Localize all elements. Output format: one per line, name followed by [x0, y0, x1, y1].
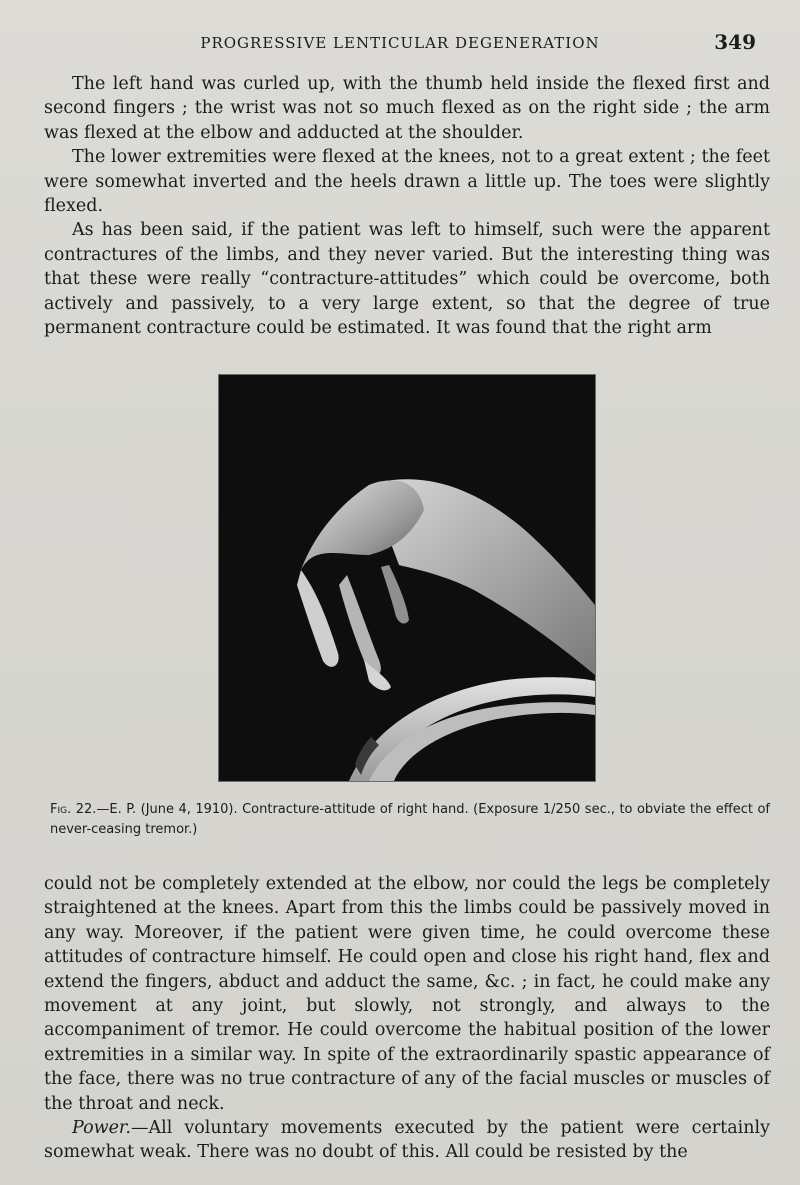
figure-label: Fig. 22.	[50, 802, 97, 817]
power-paragraph	[44, 1116, 770, 1165]
body-text-top	[44, 72, 770, 340]
hand-photograph-illustration	[219, 375, 595, 781]
paragraph: The lower extremities were flexed at the knees, not to a great extent ; the feet were somewhat inverted and the heels drawn a little up. The toes were slightly flexed.	[44, 147, 770, 217]
figure-photograph	[218, 374, 596, 782]
paragraph: As has been said, if the patient was left to himself, such were the apparent contractures of the limbs, and they never varied. But the interesting thing was that these were really “contracture-attitudes” which could be overcome, both actively and passively, to a very large extent, so that the degree of true permanent contracture could be estimated. It was found that the right arm	[44, 220, 770, 339]
running-title: PROGRESSIVE LENTICULAR DEGENERATION	[200, 34, 600, 52]
power-heading: Power.	[72, 1118, 131, 1139]
body-text-bottom	[44, 872, 770, 1165]
paragraph: The left hand was curled up, with the thumb held inside the flexed first and second fingers ; the wrist was not so much flexed as on the right side ; the arm was flexed at the elbow and adducted at the shoulder.	[44, 74, 770, 143]
figure-caption-text: —E. P. (June 4, 1910). Contracture-attitude of right hand. (Exposure 1/250 sec., to obviate the effect of never-ceasing tremor.)	[50, 802, 771, 837]
page-number: 349	[714, 30, 756, 54]
running-header	[44, 30, 756, 58]
paragraph: could not be completely extended at the elbow, nor could the legs be completely straightened at the knees. Apart from this the limbs could be passively moved in any way. Moreover, if the patient were given time, he could overcome these attitudes of contracture himself. He could open and close his right hand, flex and extend the fingers, abduct and adduct the same, &c. ; in fact, he could make any movement at any joint, but slowly, not strongly, and always to the accompaniment of tremor. He could overcome the habitual position of the lower extremities in a similar way. In spite of the extraordinarily spastic appearance of the face, there was no true contracture of any of the facial muscles or muscles of the throat and neck.	[44, 874, 770, 1114]
figure-caption	[50, 800, 770, 840]
power-text: —All voluntary movements executed by the patient were certainly somewhat weak. There was no doubt of this. All could be resisted by the	[44, 1118, 770, 1163]
